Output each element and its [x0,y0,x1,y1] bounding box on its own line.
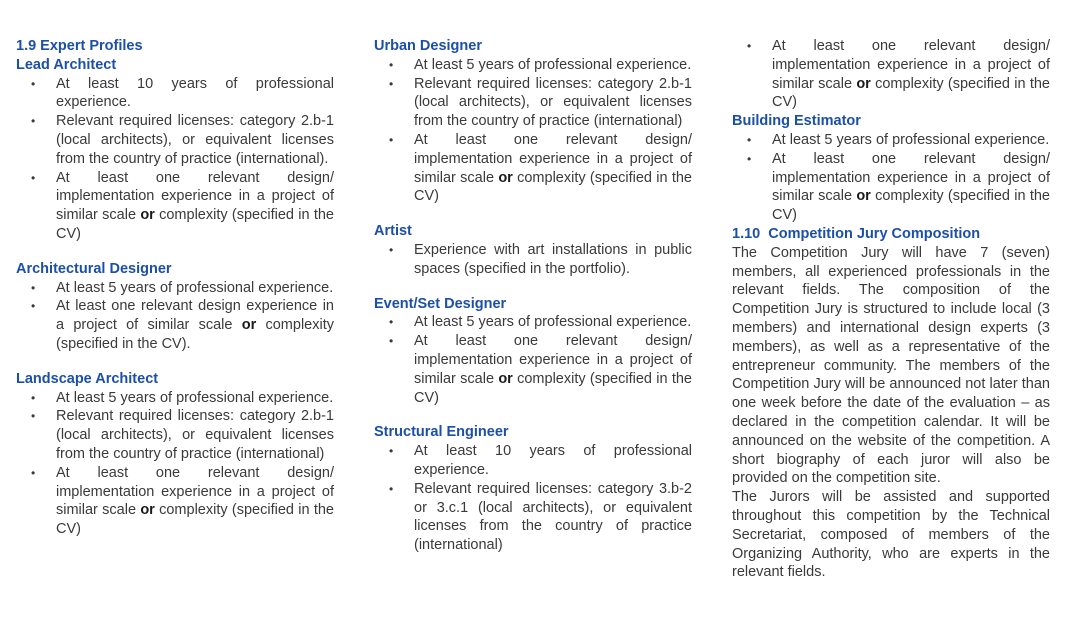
list-artist [374,241,692,279]
list-item: • Relevant required licenses: category 3.b-2 or 3.c.1 (local architects), or equivalent licenses from the country of practice (international) [374,480,692,555]
list-item: • At least one relevant design/ implementation experience in a project of similar scale or complexity (specified in the CV) [16,464,334,539]
list-item: • Experience with art installations in public spaces (specified in the portfolio). [374,241,692,279]
list-event-set-designer [374,313,692,407]
column-right [732,37,1050,582]
heading-artist: Artist [374,223,412,240]
jury-support-paragraph: The Jurors will be assisted and supported throughout this competition by the Technical Secretariat, composed of members of the Organizing Authority, who are experts in the relevant fields. [732,489,1050,581]
list-item: • At least one relevant design experience in a project of similar scale or complexity (specified in the CV). [16,297,334,353]
list-item: • At least one relevant design/ implementation experience in a project of similar scale or complexity (specified in the CV) [16,169,334,244]
section-title-expert-profiles: 1.9 Expert Profiles [16,38,143,54]
list-item: • At least one relevant design/ implementation experience in a project of similar scale or complexity (specified in the CV) [732,37,1050,112]
heading-landscape-architect: Landscape Architect [16,370,159,387]
list-item: • At least one relevant design/ implementation experience in a project of similar scale or complexity (specified in the CV) [374,332,692,407]
list-item: • At least one relevant design/ implementation experience in a project of similar scale or complexity (specified in the CV) [732,150,1050,225]
list-item: • At least 5 years of professional experience. [732,131,1050,150]
list-item: • At least 5 years of professional experience. [16,279,334,298]
list-item: • At least 10 years of professional experience. [16,75,334,113]
list-item: • Relevant required licenses: category 2.b-1 (local architects), or equivalent licenses from the country of practice (international) [374,75,692,131]
heading-lead-architect: Lead Architect [16,56,117,73]
list-structural-engineer [374,442,692,555]
list-item: • At least one relevant design/ implementation experience in a project of similar scale or complexity (specified in the CV) [374,131,692,206]
list-item: • At least 5 years of professional experience. [374,56,692,75]
list-item: • Relevant required licenses: category 2.b-1 (local architects), or equivalent licenses from the country of practice (international) [16,407,334,463]
list-building-estimator [732,131,1050,225]
list-urban-designer [374,56,692,206]
column-middle [374,37,692,555]
heading-urban-designer: Urban Designer [374,38,482,54]
list-item: • Relevant required licenses: category 2.b-1 (local architects), or equivalent licenses from the country of practice (international). [16,112,334,168]
heading-building-estimator: Building Estimator [732,113,861,130]
section-title-jury-composition: 1.10 Competition Jury Composition [732,225,981,242]
jury-paragraph: The Competition Jury will have 7 (seven) members, all experienced professionals in the relevant fields. The composition of the Competition Jury is structured to include local (3 members) and international design experts (3 members), as well as a representative of the entrepreneur community. The members of the Competition Jury will be announced not later than one week before the date of the evaluation – as declared in the competition calendar. It will be announced on the website of the competition. A short biography of each juror will also be provided on the competition site. [732,244,1050,487]
list-item: • At least 5 years of professional experience. [374,313,692,332]
list-carryover [732,37,1050,112]
list-architectural-designer [16,279,334,354]
column-left [16,37,334,539]
list-landscape-architect [16,389,334,539]
heading-event-set-designer: Event/Set Designer [374,295,507,312]
list-item: • At least 5 years of professional experience. [16,389,334,408]
heading-architectural-designer: Architectural Designer [16,260,172,277]
list-item: • At least 10 years of professional experience. [374,442,692,480]
heading-structural-engineer: Structural Engineer [374,424,509,441]
list-lead-architect [16,75,334,244]
